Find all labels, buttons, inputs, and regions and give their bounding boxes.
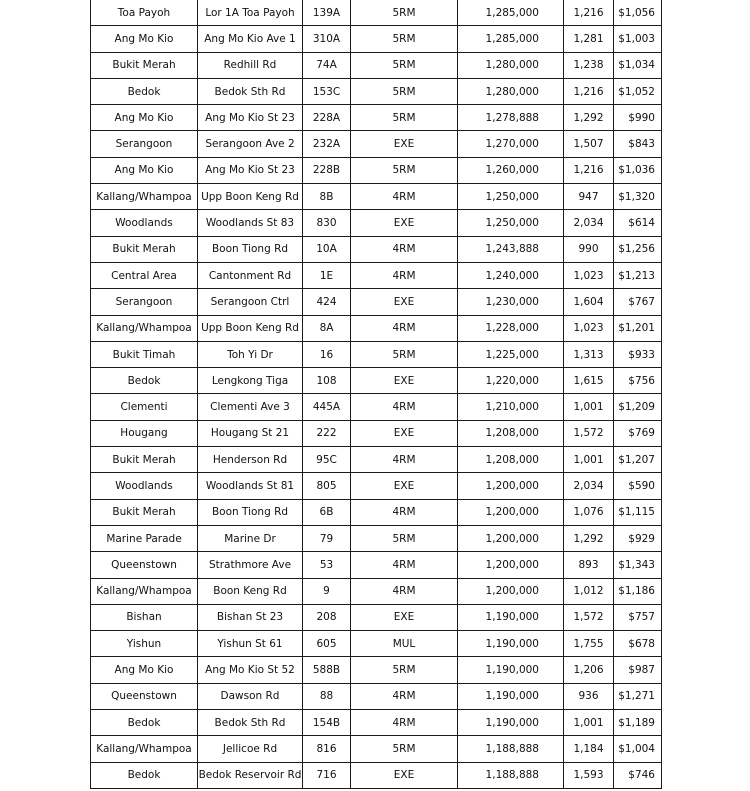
cell-town: Ang Mo Kio — [91, 105, 198, 131]
cell-flat-type: 4RM — [351, 236, 458, 262]
cell-town: Queenstown — [91, 683, 198, 709]
cell-psf: $929 — [614, 525, 662, 551]
cell-price: 1,200,000 — [458, 499, 564, 525]
cell-psf: $1,343 — [614, 552, 662, 578]
cell-block: 16 — [303, 341, 351, 367]
cell-psf: $767 — [614, 289, 662, 315]
table-row — [91, 657, 662, 683]
table-row — [91, 552, 662, 578]
cell-street: Marine Dr — [198, 525, 303, 551]
cell-town: Yishun — [91, 631, 198, 657]
cell-block: 88 — [303, 683, 351, 709]
cell-town: Ang Mo Kio — [91, 157, 198, 183]
cell-street: Woodlands St 81 — [198, 473, 303, 499]
table-row — [91, 762, 662, 788]
table-row — [91, 210, 662, 236]
cell-street: Yishun St 61 — [198, 631, 303, 657]
cell-area: 1,615 — [564, 368, 614, 394]
table-row — [91, 447, 662, 473]
cell-price: 1,190,000 — [458, 631, 564, 657]
cell-street: Bedok Reservoir Rd — [198, 762, 303, 788]
cell-block: 153C — [303, 78, 351, 104]
cell-street: Serangoon Ave 2 — [198, 131, 303, 157]
cell-town: Bedok — [91, 368, 198, 394]
cell-area: 1,001 — [564, 710, 614, 736]
cell-price: 1,208,000 — [458, 420, 564, 446]
cell-area: 1,206 — [564, 657, 614, 683]
cell-price: 1,200,000 — [458, 578, 564, 604]
cell-flat-type: 4RM — [351, 315, 458, 341]
cell-block: 79 — [303, 525, 351, 551]
cell-flat-type: EXE — [351, 210, 458, 236]
cell-street: Bedok Sth Rd — [198, 710, 303, 736]
cell-price: 1,285,000 — [458, 0, 564, 26]
cell-area: 1,292 — [564, 525, 614, 551]
cell-street: Dawson Rd — [198, 683, 303, 709]
cell-psf: $1,034 — [614, 52, 662, 78]
table-row — [91, 52, 662, 78]
table-row — [91, 736, 662, 762]
table-row — [91, 157, 662, 183]
cell-flat-type: 4RM — [351, 499, 458, 525]
cell-price: 1,200,000 — [458, 473, 564, 499]
cell-area: 1,023 — [564, 262, 614, 288]
cell-flat-type: EXE — [351, 420, 458, 446]
cell-price: 1,280,000 — [458, 78, 564, 104]
cell-town: Bukit Merah — [91, 447, 198, 473]
cell-psf: $1,271 — [614, 683, 662, 709]
cell-psf: $1,201 — [614, 315, 662, 341]
cell-flat-type: 4RM — [351, 447, 458, 473]
cell-flat-type: 4RM — [351, 683, 458, 709]
table-row — [91, 525, 662, 551]
cell-town: Bedok — [91, 710, 198, 736]
cell-price: 1,190,000 — [458, 683, 564, 709]
table-row — [91, 394, 662, 420]
cell-flat-type: 4RM — [351, 394, 458, 420]
cell-street: Lengkong Tiga — [198, 368, 303, 394]
cell-flat-type: 5RM — [351, 26, 458, 52]
cell-area: 2,034 — [564, 473, 614, 499]
cell-price: 1,285,000 — [458, 26, 564, 52]
cell-flat-type: EXE — [351, 368, 458, 394]
cell-block: 8A — [303, 315, 351, 341]
cell-flat-type: 5RM — [351, 341, 458, 367]
cell-town: Kallang/Whampoa — [91, 736, 198, 762]
table-row — [91, 78, 662, 104]
cell-block: 1E — [303, 262, 351, 288]
table-row — [91, 184, 662, 210]
cell-area: 1,507 — [564, 131, 614, 157]
cell-area: 1,023 — [564, 315, 614, 341]
cell-psf: $746 — [614, 762, 662, 788]
cell-street: Ang Mo Kio St 23 — [198, 105, 303, 131]
cell-town: Toa Payoh — [91, 0, 198, 26]
cell-flat-type: 5RM — [351, 525, 458, 551]
cell-street: Serangoon Ctrl — [198, 289, 303, 315]
cell-town: Serangoon — [91, 289, 198, 315]
cell-price: 1,200,000 — [458, 552, 564, 578]
cell-price: 1,250,000 — [458, 210, 564, 236]
cell-psf: $757 — [614, 604, 662, 630]
cell-town: Hougang — [91, 420, 198, 446]
table-row — [91, 683, 662, 709]
table-row — [91, 315, 662, 341]
cell-price: 1,240,000 — [458, 262, 564, 288]
cell-area: 1,572 — [564, 420, 614, 446]
cell-price: 1,280,000 — [458, 52, 564, 78]
cell-flat-type: 5RM — [351, 0, 458, 26]
cell-psf: $1,004 — [614, 736, 662, 762]
cell-area: 1,184 — [564, 736, 614, 762]
table-row — [91, 289, 662, 315]
cell-street: Jellicoe Rd — [198, 736, 303, 762]
cell-town: Bedok — [91, 78, 198, 104]
cell-town: Bukit Merah — [91, 499, 198, 525]
cell-street: Boon Keng Rd — [198, 578, 303, 604]
cell-flat-type: 4RM — [351, 710, 458, 736]
cell-flat-type: 5RM — [351, 78, 458, 104]
cell-area: 1,292 — [564, 105, 614, 131]
cell-area: 1,604 — [564, 289, 614, 315]
cell-psf: $1,186 — [614, 578, 662, 604]
cell-price: 1,200,000 — [458, 525, 564, 551]
cell-street: Bishan St 23 — [198, 604, 303, 630]
cell-area: 947 — [564, 184, 614, 210]
cell-street: Toh Yi Dr — [198, 341, 303, 367]
table-row — [91, 604, 662, 630]
cell-town: Bukit Merah — [91, 52, 198, 78]
cell-price: 1,188,888 — [458, 762, 564, 788]
cell-flat-type: 5RM — [351, 52, 458, 78]
cell-town: Ang Mo Kio — [91, 657, 198, 683]
cell-price: 1,220,000 — [458, 368, 564, 394]
table-row — [91, 105, 662, 131]
cell-town: Marine Parade — [91, 525, 198, 551]
cell-price: 1,188,888 — [458, 736, 564, 762]
cell-street: Clementi Ave 3 — [198, 394, 303, 420]
cell-block: 222 — [303, 420, 351, 446]
cell-area: 2,034 — [564, 210, 614, 236]
cell-block: 445A — [303, 394, 351, 420]
cell-price: 1,270,000 — [458, 131, 564, 157]
cell-block: 139A — [303, 0, 351, 26]
cell-street: Hougang St 21 — [198, 420, 303, 446]
cell-price: 1,228,000 — [458, 315, 564, 341]
cell-area: 936 — [564, 683, 614, 709]
cell-flat-type: EXE — [351, 604, 458, 630]
cell-street: Ang Mo Kio St 52 — [198, 657, 303, 683]
cell-town: Bukit Timah — [91, 341, 198, 367]
resale-transactions-sheet — [90, 0, 661, 789]
cell-block: 53 — [303, 552, 351, 578]
cell-flat-type: EXE — [351, 473, 458, 499]
cell-block: 816 — [303, 736, 351, 762]
cell-area: 1,012 — [564, 578, 614, 604]
cell-psf: $933 — [614, 341, 662, 367]
table-row — [91, 499, 662, 525]
cell-psf: $1,256 — [614, 236, 662, 262]
cell-price: 1,208,000 — [458, 447, 564, 473]
table-row — [91, 473, 662, 499]
table-row — [91, 420, 662, 446]
cell-psf: $1,036 — [614, 157, 662, 183]
cell-street: Bedok Sth Rd — [198, 78, 303, 104]
cell-town: Bedok — [91, 762, 198, 788]
cell-block: 10A — [303, 236, 351, 262]
cell-block: 154B — [303, 710, 351, 736]
cell-block: 232A — [303, 131, 351, 157]
cell-street: Upp Boon Keng Rd — [198, 184, 303, 210]
cell-area: 1,593 — [564, 762, 614, 788]
cell-flat-type: EXE — [351, 289, 458, 315]
cell-street: Redhill Rd — [198, 52, 303, 78]
cell-flat-type: 4RM — [351, 184, 458, 210]
table-row — [91, 368, 662, 394]
cell-flat-type: EXE — [351, 762, 458, 788]
cell-town: Woodlands — [91, 210, 198, 236]
cell-price: 1,190,000 — [458, 604, 564, 630]
cell-block: 228B — [303, 157, 351, 183]
cell-flat-type: 5RM — [351, 736, 458, 762]
table-row — [91, 131, 662, 157]
cell-flat-type: 4RM — [351, 552, 458, 578]
cell-street: Lor 1A Toa Payoh — [198, 0, 303, 26]
cell-price: 1,230,000 — [458, 289, 564, 315]
cell-town: Serangoon — [91, 131, 198, 157]
table-row — [91, 578, 662, 604]
cell-price: 1,225,000 — [458, 341, 564, 367]
cell-street: Strathmore Ave — [198, 552, 303, 578]
cell-town: Bishan — [91, 604, 198, 630]
cell-block: 310A — [303, 26, 351, 52]
cell-street: Woodlands St 83 — [198, 210, 303, 236]
table-row — [91, 0, 662, 26]
cell-block: 9 — [303, 578, 351, 604]
cell-street: Ang Mo Kio Ave 1 — [198, 26, 303, 52]
cell-psf: $1,115 — [614, 499, 662, 525]
cell-block: 74A — [303, 52, 351, 78]
cell-psf: $1,213 — [614, 262, 662, 288]
cell-area: 893 — [564, 552, 614, 578]
cell-area: 1,001 — [564, 447, 614, 473]
cell-flat-type: 5RM — [351, 657, 458, 683]
cell-street: Upp Boon Keng Rd — [198, 315, 303, 341]
cell-town: Ang Mo Kio — [91, 26, 198, 52]
cell-town: Kallang/Whampoa — [91, 578, 198, 604]
cell-area: 1,216 — [564, 78, 614, 104]
table-body — [91, 0, 662, 788]
cell-psf: $678 — [614, 631, 662, 657]
table-row — [91, 710, 662, 736]
cell-psf: $1,320 — [614, 184, 662, 210]
cell-psf: $843 — [614, 131, 662, 157]
cell-town: Clementi — [91, 394, 198, 420]
cell-psf: $769 — [614, 420, 662, 446]
cell-block: 805 — [303, 473, 351, 499]
cell-area: 990 — [564, 236, 614, 262]
cell-town: Kallang/Whampoa — [91, 315, 198, 341]
cell-flat-type: 4RM — [351, 262, 458, 288]
cell-flat-type: 5RM — [351, 105, 458, 131]
cell-block: 6B — [303, 499, 351, 525]
table-row — [91, 236, 662, 262]
cell-flat-type: EXE — [351, 131, 458, 157]
cell-psf: $990 — [614, 105, 662, 131]
table-row — [91, 262, 662, 288]
cell-price: 1,250,000 — [458, 184, 564, 210]
cell-block: 424 — [303, 289, 351, 315]
cell-block: 8B — [303, 184, 351, 210]
cell-block: 830 — [303, 210, 351, 236]
cell-price: 1,278,888 — [458, 105, 564, 131]
cell-town: Queenstown — [91, 552, 198, 578]
cell-flat-type: 5RM — [351, 157, 458, 183]
cell-block: 605 — [303, 631, 351, 657]
cell-price: 1,190,000 — [458, 710, 564, 736]
cell-block: 95C — [303, 447, 351, 473]
cell-psf: $756 — [614, 368, 662, 394]
cell-street: Ang Mo Kio St 23 — [198, 157, 303, 183]
cell-psf: $987 — [614, 657, 662, 683]
cell-psf: $590 — [614, 473, 662, 499]
cell-area: 1,001 — [564, 394, 614, 420]
cell-street: Boon Tiong Rd — [198, 236, 303, 262]
cell-area: 1,313 — [564, 341, 614, 367]
cell-psf: $1,189 — [614, 710, 662, 736]
table-row — [91, 631, 662, 657]
cell-price: 1,243,888 — [458, 236, 564, 262]
cell-area: 1,755 — [564, 631, 614, 657]
cell-psf: $1,056 — [614, 0, 662, 26]
cell-street: Henderson Rd — [198, 447, 303, 473]
cell-town: Central Area — [91, 262, 198, 288]
cell-area: 1,238 — [564, 52, 614, 78]
cell-town: Kallang/Whampoa — [91, 184, 198, 210]
cell-block: 108 — [303, 368, 351, 394]
table-row — [91, 341, 662, 367]
cell-price: 1,190,000 — [458, 657, 564, 683]
cell-area: 1,216 — [564, 0, 614, 26]
cell-street: Cantonment Rd — [198, 262, 303, 288]
cell-psf: $1,207 — [614, 447, 662, 473]
cell-block: 208 — [303, 604, 351, 630]
table-row — [91, 26, 662, 52]
cell-psf: $614 — [614, 210, 662, 236]
cell-price: 1,210,000 — [458, 394, 564, 420]
cell-street: Boon Tiong Rd — [198, 499, 303, 525]
cell-area: 1,076 — [564, 499, 614, 525]
cell-psf: $1,003 — [614, 26, 662, 52]
cell-block: 716 — [303, 762, 351, 788]
cell-block: 228A — [303, 105, 351, 131]
cell-block: 588B — [303, 657, 351, 683]
cell-psf: $1,209 — [614, 394, 662, 420]
cell-town: Bukit Merah — [91, 236, 198, 262]
cell-area: 1,216 — [564, 157, 614, 183]
cell-area: 1,572 — [564, 604, 614, 630]
cell-price: 1,260,000 — [458, 157, 564, 183]
cell-flat-type: 4RM — [351, 578, 458, 604]
cell-area: 1,281 — [564, 26, 614, 52]
cell-town: Woodlands — [91, 473, 198, 499]
cell-flat-type: MUL — [351, 631, 458, 657]
transactions-table — [90, 0, 662, 789]
cell-psf: $1,052 — [614, 78, 662, 104]
